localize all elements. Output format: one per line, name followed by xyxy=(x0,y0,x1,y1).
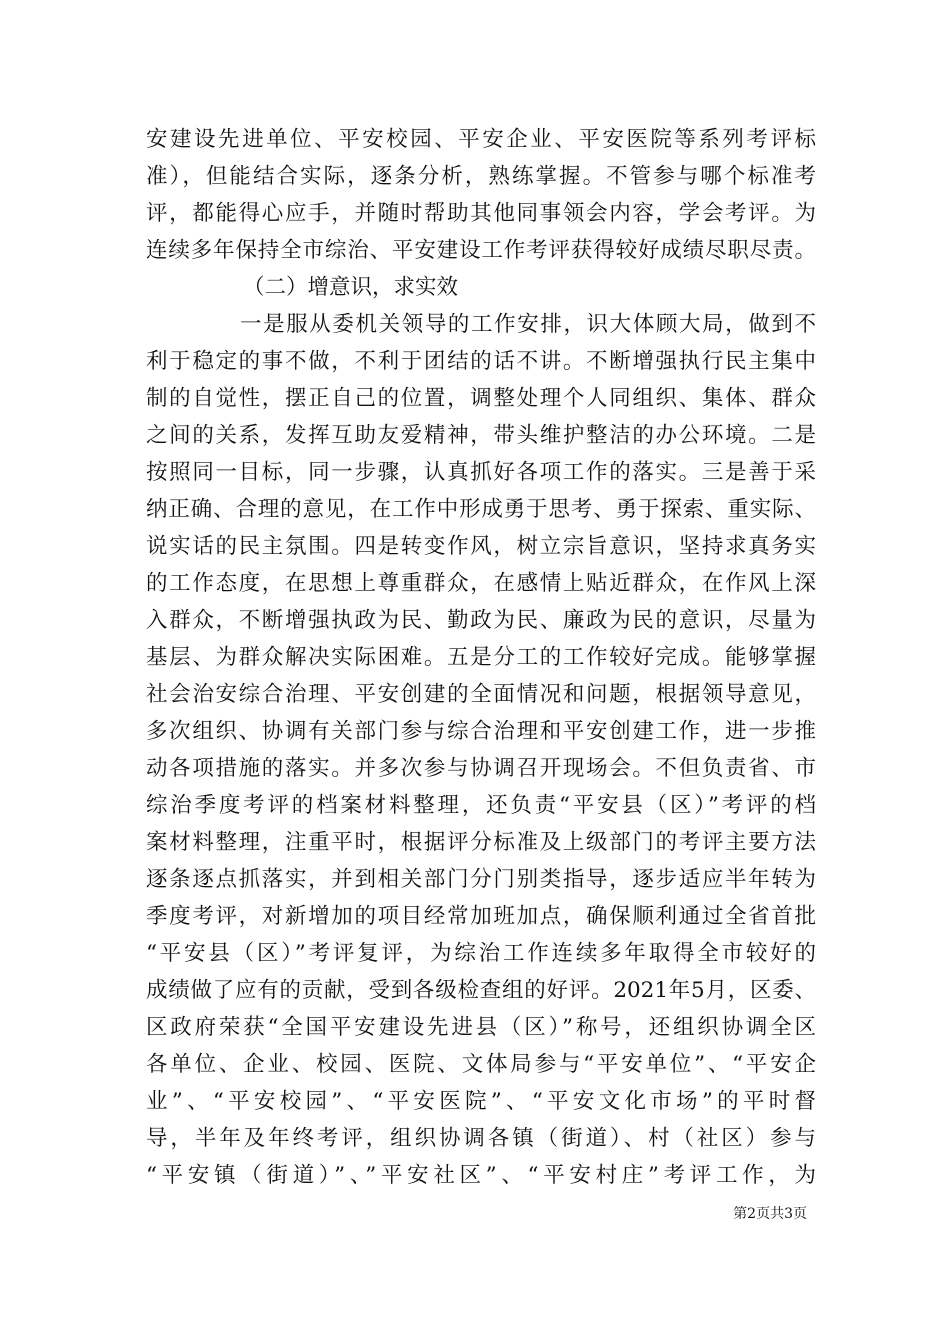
body-line-4: 连续多年保持全市综治、平安建设工作考评获得较好成绩尽职尽责。 xyxy=(146,238,816,263)
body-line-6: 一是服从委机关领导的工作安排，识大体顾大局，做到不 xyxy=(240,312,816,337)
body-line-17: 多次组织、协调有关部门参与综合治理和平安创建工作，进一步推 xyxy=(146,719,816,744)
body-line-18: 动各项措施的落实。并多次参与协调召开现场会。不但负责省、市 xyxy=(146,756,816,781)
body-line-19: 综治季度考评的档案材料整理，还负责“平安县（区）”考评的档 xyxy=(146,793,816,818)
body-line-26: 各单位、企业、校园、医院、文体局参与“平安单位”、“平安企 xyxy=(146,1052,816,1077)
body-line-16: 社会治安综合治理、平安创建的全面情况和问题，根据领导意见， xyxy=(146,682,816,707)
body-line-22: 季度考评，对新增加的项目经常加班加点，确保顺利通过全省首批 xyxy=(146,904,816,929)
body-line-20: 案材料整理，注重平时，根据评分标准及上级部门的考评主要方法 xyxy=(146,830,816,855)
page-number-footer: 第2页共3页 xyxy=(733,1206,807,1222)
body-line-1: 安建设先进单位、平安校园、平安企业、平安医院等系列考评标 xyxy=(146,127,816,152)
body-line-25: 区政府荣获“全国平安建设先进县（区）”称号，还组织协调全区 xyxy=(146,1015,816,1040)
body-line-9: 之间的关系，发挥互助友爱精神，带头维护整洁的办公环境。二是 xyxy=(146,423,816,448)
section-heading: （二）增意识，求实效 xyxy=(243,275,459,300)
body-line-21: 逐条逐点抓落实，并到相关部门分门别类指导，逐步适应半年转为 xyxy=(146,867,816,892)
body-line-12: 说实话的民主氛围。四是转变作风，树立宗旨意识，坚持求真务实 xyxy=(146,534,816,559)
body-line-15: 基层、为群众解决实际困难。五是分工的工作较好完成。能够掌握 xyxy=(146,645,816,670)
body-line-29: “平安镇（街道）”、”平安社区”、“平安村庄”考评工作，为 xyxy=(146,1163,816,1188)
body-line-14: 入群众，不断增强执政为民、勤政为民、廉政为民的意识，尽量为 xyxy=(146,608,816,633)
body-line-10: 按照同一目标，同一步骤，认真抓好各项工作的落实。三是善于采 xyxy=(146,460,816,485)
body-line-11: 纳正确、合理的意见，在工作中形成勇于思考、勇于探索、重实际、 xyxy=(146,497,816,522)
body-line-28: 导，半年及年终考评，组织协调各镇（街道）、村（社区）参与 xyxy=(146,1126,816,1151)
body-line-23: “平安县（区）”考评复评，为综治工作连续多年取得全市较好的 xyxy=(146,941,816,966)
body-line-3: 评，都能得心应手，并随时帮助其他同事领会内容，学会考评。为 xyxy=(146,201,816,226)
body-line-13: 的工作态度，在思想上尊重群众，在感情上贴近群众，在作风上深 xyxy=(146,571,816,596)
body-line-24: 成绩做了应有的贡献，受到各级检查组的好评。2021年5月，区委、 xyxy=(146,978,816,1003)
body-line-8: 制的自觉性，摆正自己的位置，调整处理个人同组织、集体、群众 xyxy=(146,386,816,411)
body-line-7: 利于稳定的事不做，不利于团结的话不讲。不断增强执行民主集中 xyxy=(146,349,816,374)
body-line-2: 准），但能结合实际，逐条分析，熟练掌握。不管参与哪个标准考 xyxy=(146,164,816,189)
body-line-27: 业”、“平安校园”、“平安医院”、“平安文化市场”的平时督 xyxy=(146,1089,816,1114)
